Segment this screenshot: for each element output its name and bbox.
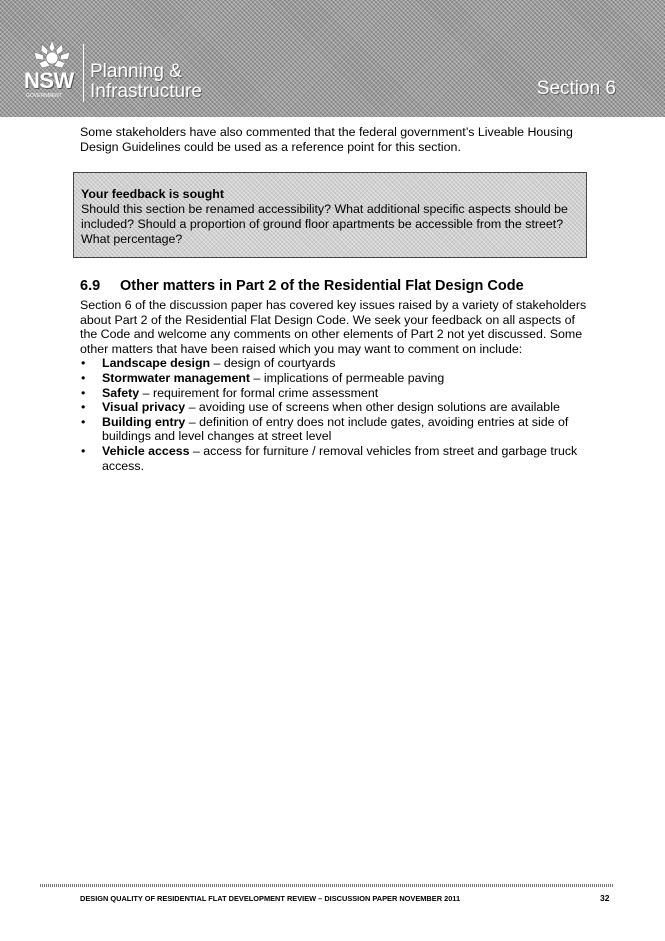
footer-title: DESIGN QUALITY OF RESIDENTIAL FLAT DEVELOPMENT REVIEW – DISCUSSION PAPER NOVEMBER 2011 <box>80 894 461 903</box>
list-item <box>80 356 590 371</box>
section-heading <box>80 278 524 294</box>
list-item-term: Visual privacy <box>102 400 186 415</box>
section-body <box>80 298 590 473</box>
list-item <box>80 444 590 473</box>
footer-rule <box>40 884 613 887</box>
nsw-government-logo <box>22 38 82 100</box>
section-label: Section 6 <box>536 78 616 99</box>
section-paragraph: Section 6 of the discussion paper has covered key issues raised by a variety of stakeholders about Part 2 of the Residential Flat Design Code. We seek your feedback on all aspects of the Code and welcome any comments on other elements of Part 2 not yet discussed. Some other matters that have been raised which you may want to comment on include: <box>80 298 587 356</box>
list-item <box>80 386 590 401</box>
brand-line-1: Planning & <box>90 61 182 82</box>
feedback-box <box>73 172 587 258</box>
list-item-term: Vehicle access <box>102 443 190 458</box>
feedback-title: Your feedback is sought <box>81 187 224 201</box>
department-name <box>90 62 202 102</box>
logo-nsw-text: NSW <box>24 68 74 93</box>
list-item-desc: – requirement for formal crime assessment <box>139 385 379 400</box>
list-item-term: Landscape design <box>102 356 211 371</box>
list-item-desc: – implications of permeable paving <box>250 370 445 385</box>
section-number: 6.9 <box>80 278 101 294</box>
page-number: 32 <box>600 893 610 903</box>
logo-divider <box>83 44 84 102</box>
list-item-desc: – definition of entry does not include gates, avoiding entries at side of buildings and level changes at street level <box>102 414 569 444</box>
list-item-term: Stormwater management <box>102 370 251 385</box>
logo-government-text: GOVERNMENT <box>26 93 62 99</box>
feedback-text: Should this section be renamed accessibility? What additional specific aspects should be included? Should a proportion of ground floor apartments be accessible from the street? What percentage? <box>81 202 568 246</box>
list-item-desc: – design of courtyards <box>210 356 336 371</box>
page-header <box>0 0 665 117</box>
list-item <box>80 415 590 444</box>
section-title: Other matters in Part 2 of the Residential Flat Design Code <box>120 278 524 294</box>
matters-list <box>80 356 590 473</box>
list-item-desc: – avoiding use of screens when other design solutions are available <box>185 400 560 415</box>
brand-line-2: Infrastructure <box>90 81 202 102</box>
list-item <box>80 371 590 386</box>
list-item-desc: – access for furniture / removal vehicles from street and garbage truck access. <box>102 443 578 473</box>
list-item <box>80 400 590 415</box>
intro-block <box>80 125 588 155</box>
list-item-term: Safety <box>102 385 140 400</box>
intro-paragraph: Some stakeholders have also commented that the federal government’s Liveable Housing Design Guidelines could be used as a reference point for this section. <box>80 125 573 154</box>
waratah-icon <box>30 38 74 72</box>
list-item-term: Building entry <box>102 414 186 429</box>
